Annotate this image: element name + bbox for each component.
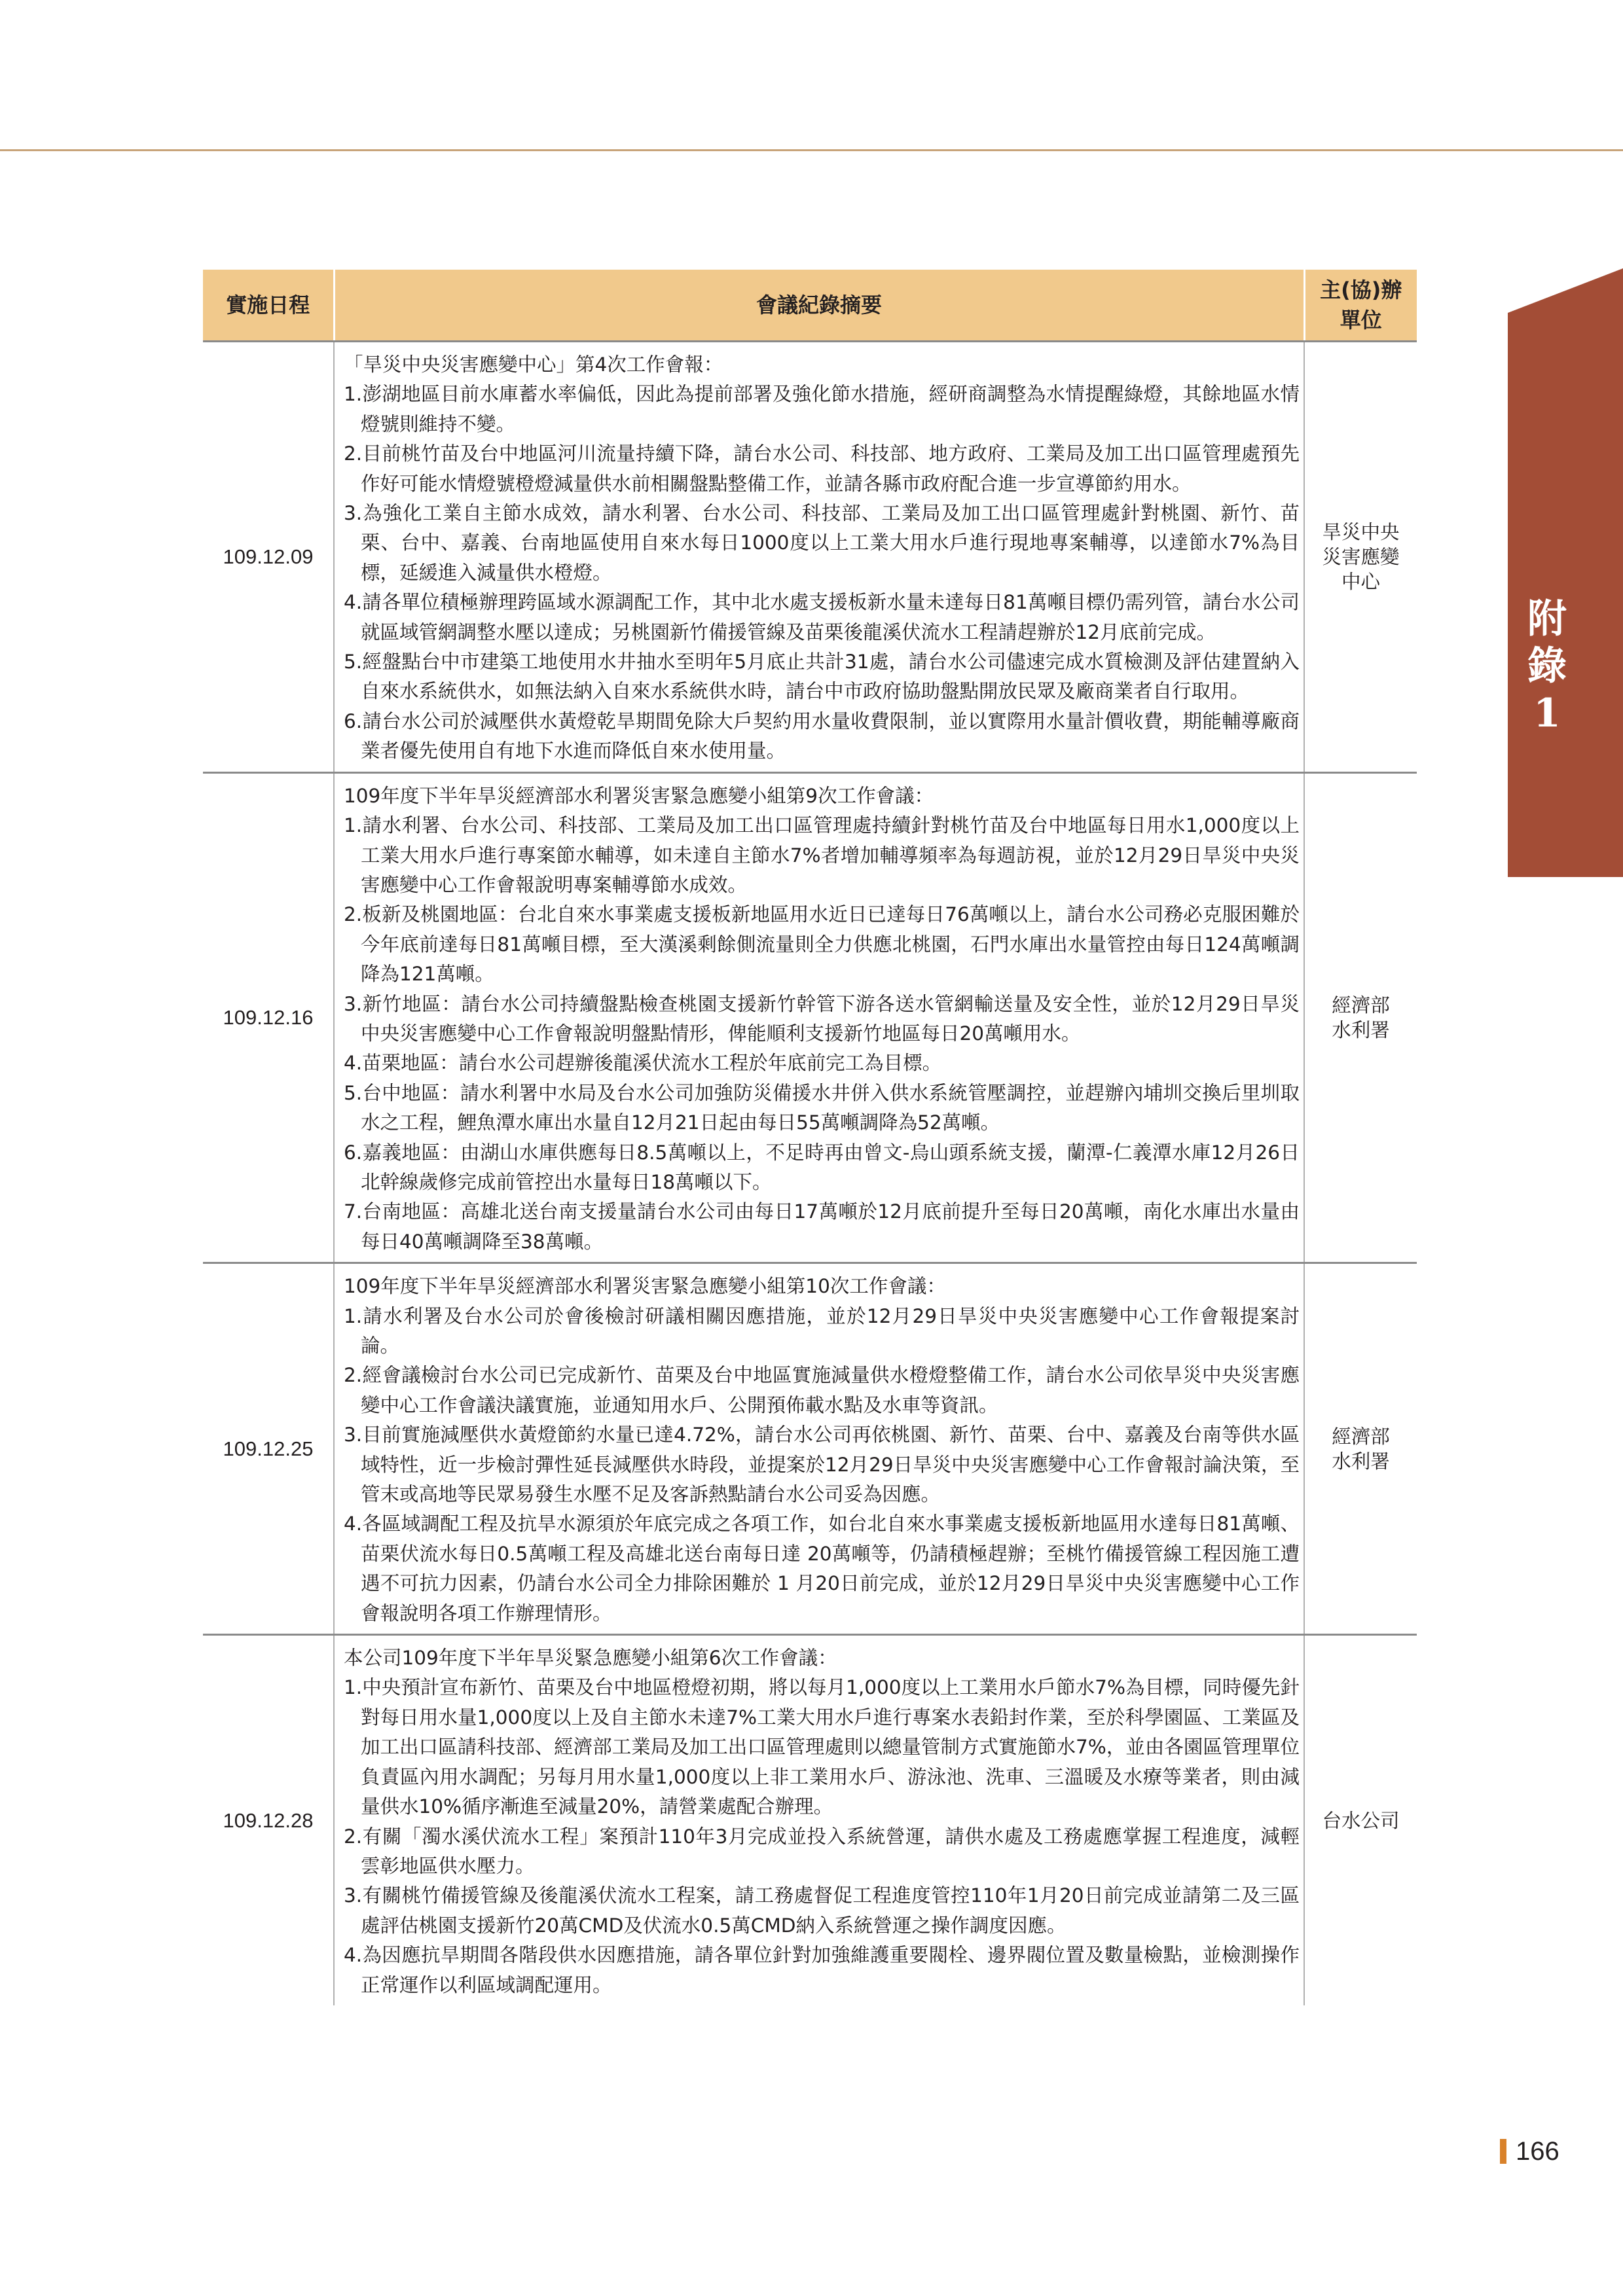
summary-item: 2.目前桃竹苗及台中地區河川流量持續下降，請台水公司、科技部、地方政府、工業局及加工出口區管理處預先作好可能水情燈號橙燈減量供水前相關盤點整備工作，並請各縣市政府配合進一步宣導節約用水。 (344, 442, 1300, 495)
unit-line: 經濟部 (1332, 1425, 1390, 1448)
row-unit (1304, 772, 1417, 1263)
unit-line: 水利署 (1332, 1018, 1390, 1041)
summary-item: 7.台南地區：高雄北送台南支援量請台水公司由每日17萬噸於12月底前提升至每日20萬噸，南化水庫出水量由每日40萬噸調降至38萬噸。 (344, 1200, 1300, 1253)
row-unit (1304, 1263, 1417, 1635)
row-summary (334, 772, 1304, 1263)
summary-item: 3.新竹地區：請台水公司持續盤點檢查桃園支援新竹幹管下游各送水管網輸送量及安全性，並於12月29日旱災中央災害應變中心工作會報說明盤點情形，俾能順利支援新竹地區每日20萬噸用水。 (344, 992, 1300, 1045)
table-row (203, 1635, 1417, 2005)
row-date: 109.12.25 (203, 1263, 334, 1635)
summary-item: 1.請水利署及台水公司於會後檢討研議相關因應措施，並於12月29日旱災中央災害應變中心工作會報提案討論。 (344, 1304, 1300, 1357)
summary-item: 6.請台水公司於減壓供水黃燈乾旱期間免除大戶契約用水量收費限制，並以實際用水量計價收費，期能輔導廠商業者優先使用自有地下水進而降低自來水使用量。 (344, 709, 1300, 762)
summary-item: 4.請各單位積極辦理跨區域水源調配工作，其中北水處支援板新水量未達每日81萬噸目標仍需列管，請台水公司就區域管網調整水壓以達成；另桃園新竹備援管線及苗栗後龍溪伏流水工程請趕辦於12月底前完成。 (344, 591, 1300, 643)
summary-item: 1.請水利署、台水公司、科技部、工業局及加工出口區管理處持續針對桃竹苗及台中地區每日用水1,000度以上工業大用水戶進行專案節水輔導，如未達自主節水7%者增加輔導頻率為每週訪視，並於12月29日旱災中央災害應變中心工作會報說明專案輔導節水成效。 (344, 814, 1300, 896)
summary-intro: 109年度下半年旱災經濟部水利署災害緊急應變小組第10次工作會議： (344, 1275, 946, 1298)
row-date: 109.12.28 (203, 1635, 334, 2005)
page-number-marker (1500, 2139, 1506, 2164)
table-header-row (203, 270, 1417, 342)
summary-item: 5.經盤點台中市建築工地使用水井抽水至明年5月底止共計31處，請台水公司儘速完成水質檢測及評估建置納入自來水系統供水，如無法納入自來水系統供水時，請台中市政府協助盤點開放民眾及廠商業者自行取用。 (344, 651, 1300, 703)
page-number (1500, 2135, 1559, 2168)
row-summary (334, 1635, 1304, 2005)
appendix-char-2: 錄 (1527, 643, 1567, 689)
header-date: 實施日程 (203, 270, 334, 342)
header-summary: 會議紀錄摘要 (334, 270, 1304, 342)
unit-line: 經濟部 (1332, 994, 1390, 1016)
summary-item: 4.各區域調配工程及抗旱水源須於年底完成之各項工作，如台北自來水事業處支援板新地區用水達每日81萬噸、苗栗伏流水每日0.5萬噸工程及高雄北送台南每日達 20萬噸等，仍請積極趕辦；至桃竹備援管線工程因施工遭遇不可抗力因素，仍請台水公司全力排除困難於 1 月20日前完成，並於12月29日旱災中央災害應變中心工作會報說明各項工作辦理情形。 (344, 1513, 1300, 1624)
summary-item: 2.板新及桃園地區：台北自來水事業處支援板新地區用水近日已達每日76萬噸以上，請台水公司務必克服困難於今年底前達每日81萬噸目標，至大漢溪剩餘側流量則全力供應北桃園，石門水庫出水量管控由每日124萬噸調降為121萬噸。 (344, 903, 1300, 986)
summary-item: 1.中央預計宣布新竹、苗栗及台中地區橙燈初期，將以每月1,000度以上工業用水戶節水7%為目標，同時優先針對每日用水量1,000度以上及自主節水未達7%工業大用水戶進行專案水表鉛封作業，至於科學園區、工業區及加工出口區請科技部、經濟部工業局及加工出口區管理處則以總量管制方式實施節水7%，並由各園區管理單位負責區內用水調配；另每月用水量1,000度以上非工業用水戶、游泳池、洗車、三溫暖及水療等業者，則由減量供水10%循序漸進至減量20%，請營業處配合辦理。 (344, 1676, 1300, 1818)
header-unit-line2: 單位 (1340, 308, 1382, 332)
summary-intro: 109年度下半年旱災經濟部水利署災害緊急應變小組第9次工作會議： (344, 784, 934, 807)
appendix-label (1508, 596, 1586, 737)
table-row (203, 1263, 1417, 1635)
unit-line: 災害應變 (1322, 545, 1400, 568)
summary-item: 2.有關「濁水溪伏流水工程」案預計110年3月完成並投入系統營運，請供水處及工務處應掌握工程進度，減輕雲彰地區供水壓力。 (344, 1825, 1300, 1877)
row-date: 109.12.16 (203, 772, 334, 1263)
header-unit-line1: 主(協)辦 (1320, 278, 1402, 302)
summary-item: 3.為強化工業自主節水成效，請水利署、台水公司、科技部、工業局及加工出口區管理處針對桃園、新竹、苗栗、台中、嘉義、台南地區使用自來水每日1000度以上工業大用水戶進行現地專案輔導，以達節水7%為目標，延緩進入減量供水橙燈。 (344, 502, 1300, 584)
unit-line: 台水公司 (1322, 1809, 1400, 1832)
row-date: 109.12.09 (203, 342, 334, 773)
page-number-text: 166 (1516, 2136, 1559, 2166)
summary-item: 3.目前實施減壓供水黃燈節約水量已達4.72%，請台水公司再依桃園、新竹、苗栗、台中、嘉義及台南等供水區域特性，近一步檢討彈性延長減壓供水時段，並提案於12月29日旱災中央災害應變中心工作會報討論決策，至管末或高地等民眾易發生水壓不足及客訴熱點請台水公司妥為因應。 (344, 1424, 1300, 1506)
row-unit (1304, 1635, 1417, 2005)
unit-line: 水利署 (1332, 1450, 1390, 1473)
summary-intro: 本公司109年度下半年旱災緊急應變小組第6次工作會議： (344, 1647, 837, 1670)
appendix-char-1: 附 (1527, 596, 1567, 642)
row-unit (1304, 342, 1417, 773)
summary-item: 6.嘉義地區：由湖山水庫供應每日8.5萬噸以上，不足時再由曾文-烏山頭系統支援，蘭潭-仁義潭水庫12月26日北幹線歲修完成前管控出水量每日18萬噸以下。 (344, 1141, 1300, 1193)
row-summary (334, 342, 1304, 773)
unit-line: 中心 (1341, 570, 1380, 593)
summary-item: 4.苗栗地區：請台水公司趕辦後龍溪伏流水工程於年底前完工為目標。 (344, 1052, 942, 1075)
summary-intro: 「旱災中央災害應變中心」第4次工作會報： (344, 353, 723, 376)
header-unit (1304, 270, 1417, 342)
header-rule (0, 149, 1623, 151)
appendix-side-tab (1508, 268, 1623, 877)
appendix-char-3: 1 (1533, 691, 1561, 736)
meeting-minutes-table (203, 270, 1417, 2005)
summary-item: 5.台中地區：請水利署中水局及台水公司加強防災備援水井併入供水系統管壓調控，並趕辦內埔圳交換后里圳取水之工程，鯉魚潭水庫出水量自12月21日起由每日55萬噸調降為52萬噸。 (344, 1081, 1300, 1134)
summary-item: 2.經會議檢討台水公司已完成新竹、苗栗及台中地區實施減量供水橙燈整備工作，請台水公司依旱災中央災害應變中心工作會議決議實施，並通知用水戶、公開預佈載水點及水車等資訊。 (344, 1364, 1300, 1416)
unit-line: 旱災中央 (1322, 520, 1400, 543)
summary-item: 4.為因應抗旱期間各階段供水因應措施，請各單位針對加強維護重要閥栓、邊界閥位置及數量檢點，並檢測操作正常運作以利區域調配運用。 (344, 1944, 1300, 1996)
summary-item: 3.有關桃竹備援管線及後龍溪伏流水工程案，請工務處督促工程進度管控110年1月20日前完成並請第二及三區處評估桃園支援新竹20萬CMD及伏流水0.5萬CMD納入系統營運之操作調度因應。 (344, 1884, 1300, 1937)
table-row (203, 342, 1417, 773)
summary-item: 1.澎湖地區目前水庫蓄水率偏低，因此為提前部署及強化節水措施，經研商調整為水情提醒綠燈，其餘地區水情燈號則維持不變。 (344, 383, 1300, 435)
table-row (203, 772, 1417, 1263)
row-summary (334, 1263, 1304, 1635)
